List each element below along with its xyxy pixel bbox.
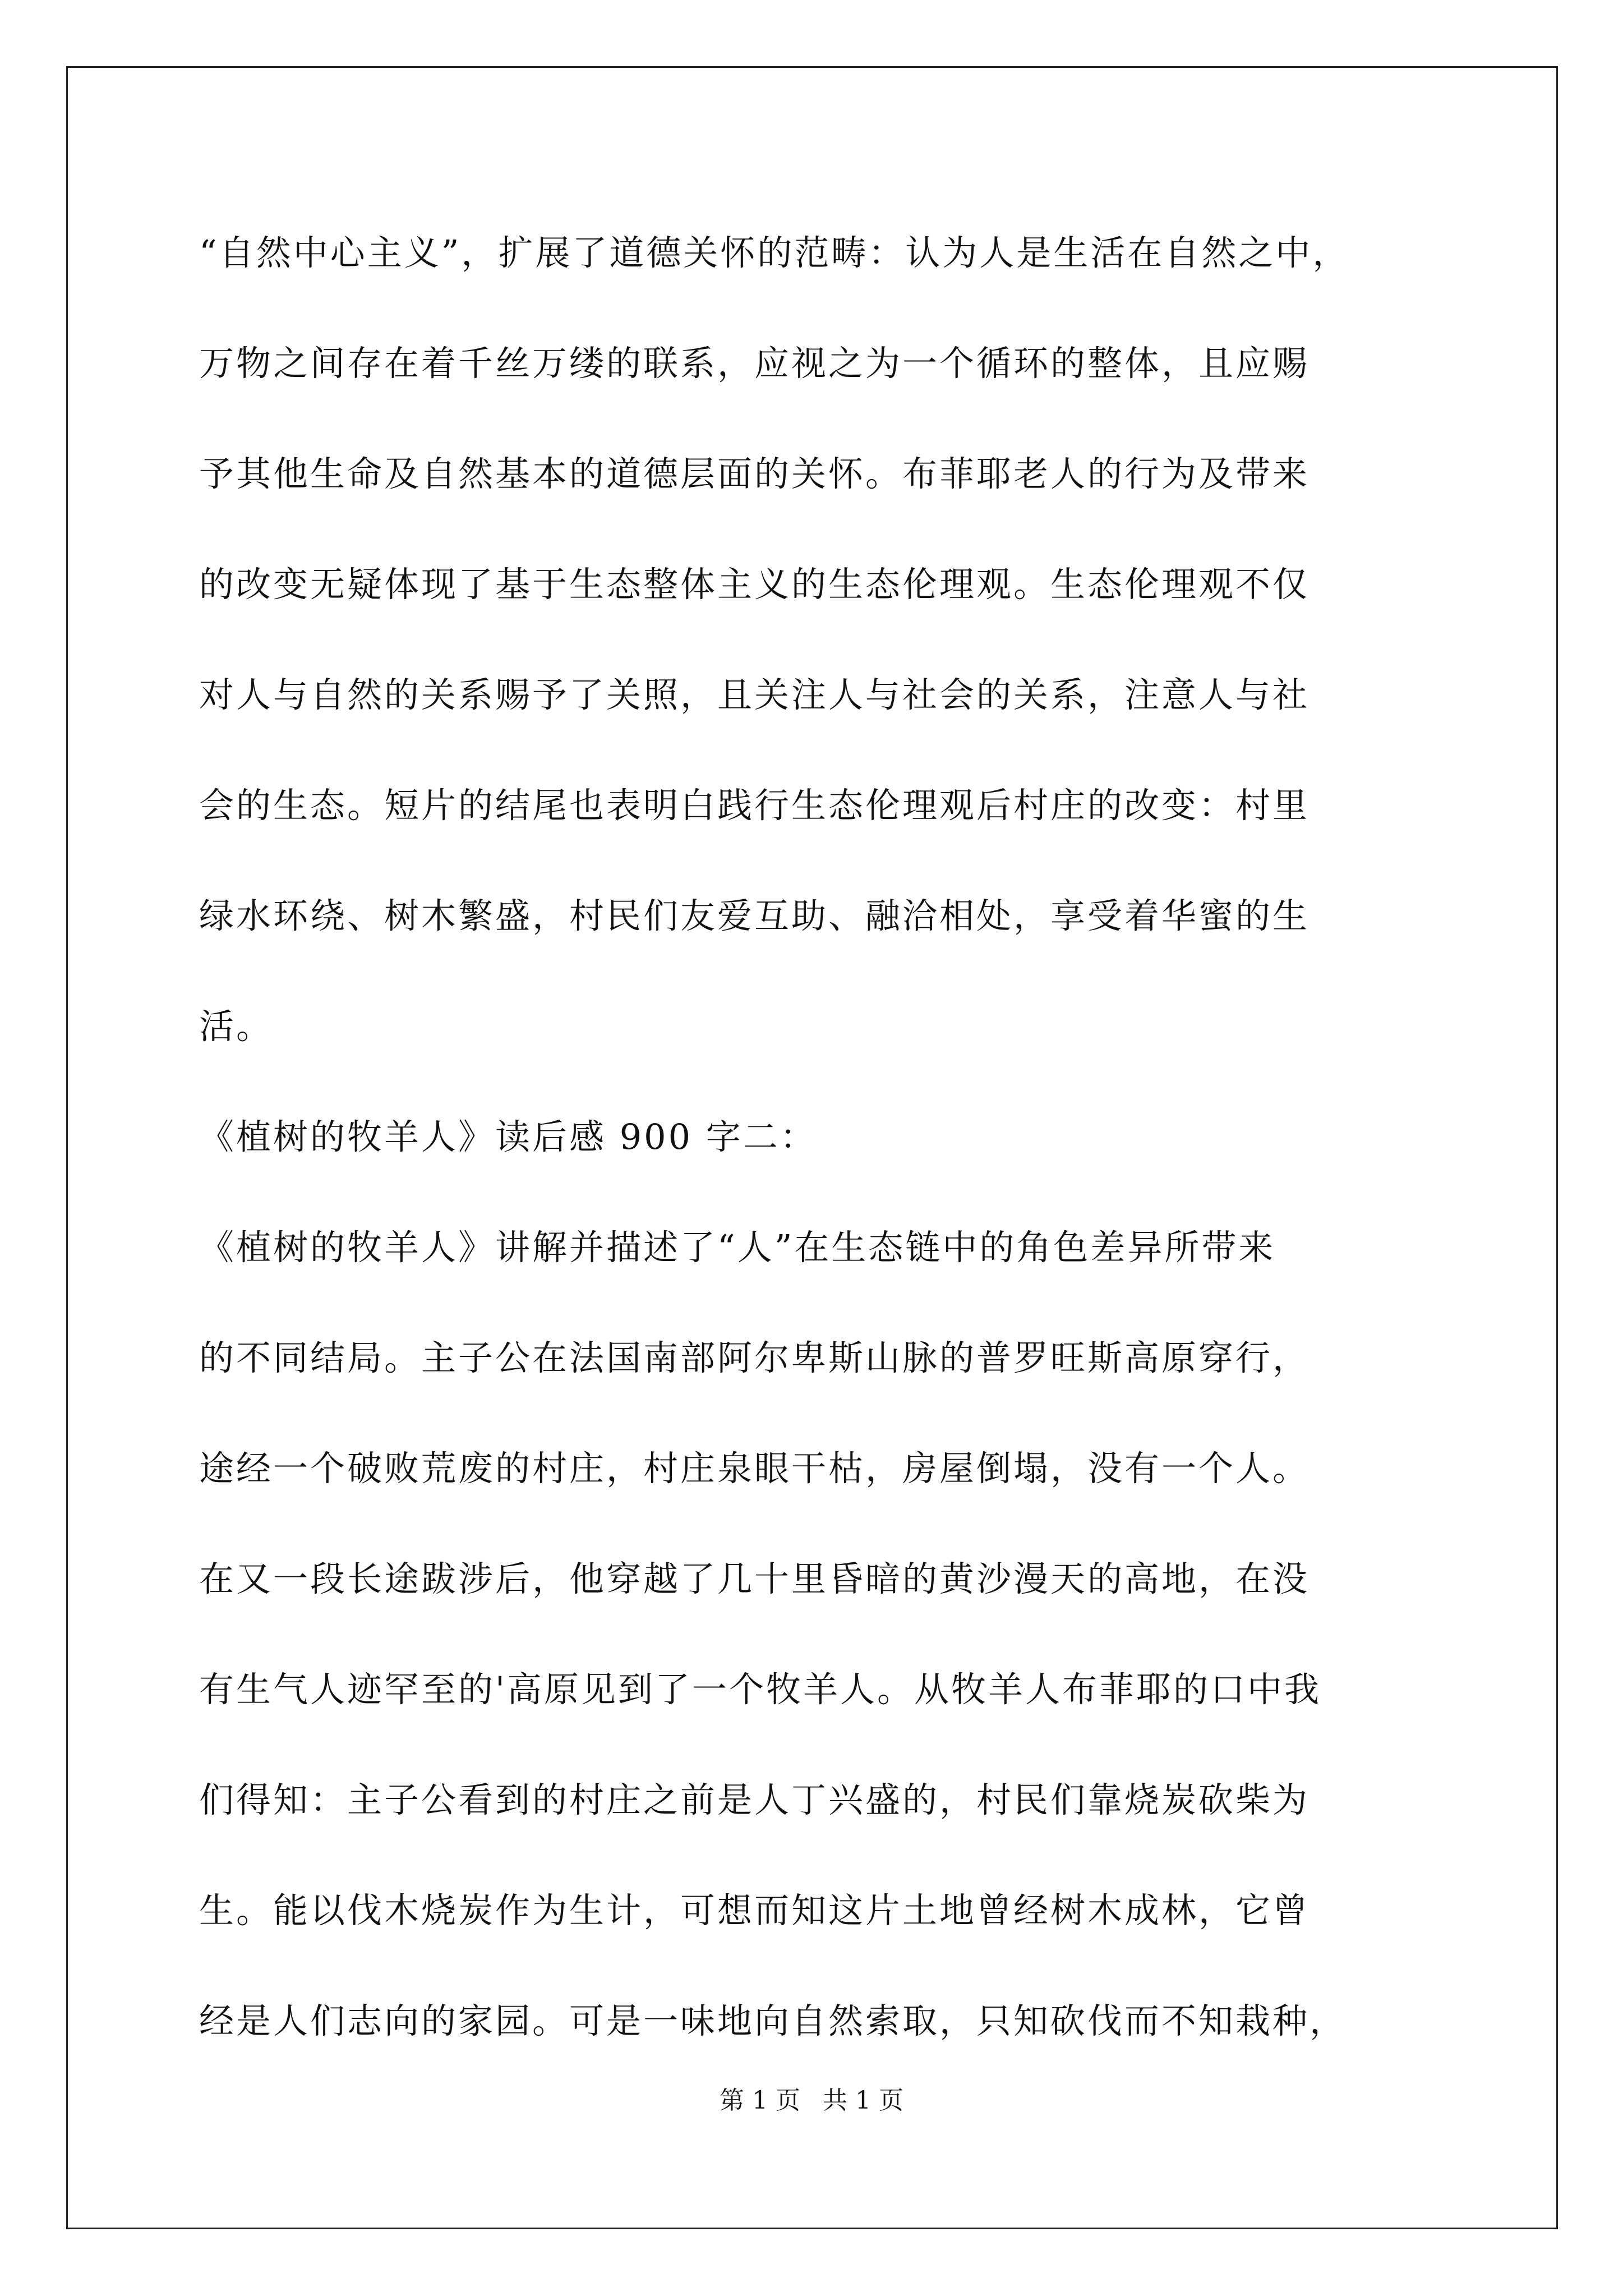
text-line: 万物之间存在着千丝万缕的联系，应视之为一个循环的整体，且应赐: [199, 343, 1310, 384]
text-line: 活。: [199, 1006, 274, 1047]
section-heading: 《植树的牧羊人》读后感 900 字二：: [199, 1116, 817, 1157]
text-line: “自然中心主义”，扩展了道德关怀的范畴：认为人是生活在自然之中，: [199, 232, 1350, 273]
text-line: 的不同结局。主子公在法国南部阿尔卑斯山脉的普罗旺斯高原穿行，: [199, 1337, 1310, 1378]
text-line: 有生气人迹罕至的'高原见到了一个牧羊人。从牧羊人布菲耶的口中我: [199, 1669, 1322, 1710]
document-body: [199, 197, 1441, 2076]
text-line: 予其他生命及自然基本的道德层面的关怀。布菲耶老人的行为及带来: [199, 453, 1310, 494]
page-number-current: 第 1 页: [720, 2086, 800, 2115]
text-line: 在又一段长途跋涉后，他穿越了几十里昏暗的黄沙漫天的高地，在没: [199, 1558, 1310, 1599]
text-line: 途经一个破败荒废的村庄，村庄泉眼干枯，房屋倒塌，没有一个人。: [199, 1448, 1310, 1489]
text-line: 生。能以伐木烧炭作为生计，可想而知这片土地曾经树木成林，它曾: [199, 1890, 1310, 1931]
page-number-total: 共 1 页: [823, 2086, 903, 2115]
text-line: 经是人们志向的家园。可是一味地向自然索取，只知砍伐而不知栽种，: [199, 2000, 1347, 2041]
text-line: 对人与自然的关系赐予了关照，且关注人与社会的关系，注意人与社: [199, 674, 1310, 715]
text-line: 会的生态。短片的结尾也表明白践行生态伦理观后村庄的改变：村里: [199, 785, 1310, 826]
text-line: 《植树的牧羊人》讲解并描述了“人”在生态链中的角色差异所带来: [199, 1227, 1276, 1268]
text-line: 们得知：主子公看到的村庄之前是人丁兴盛的，村民们靠烧炭砍柴为: [199, 1779, 1310, 1820]
text-line: 绿水环绕、树木繁盛，村民们友爱互助、融洽相处，享受着华蜜的生: [199, 895, 1310, 936]
text-line: 的改变无疑体现了基于生态整体主义的生态伦理观。生态伦理观不仅: [199, 564, 1310, 605]
page-footer: [0, 2084, 1623, 2118]
